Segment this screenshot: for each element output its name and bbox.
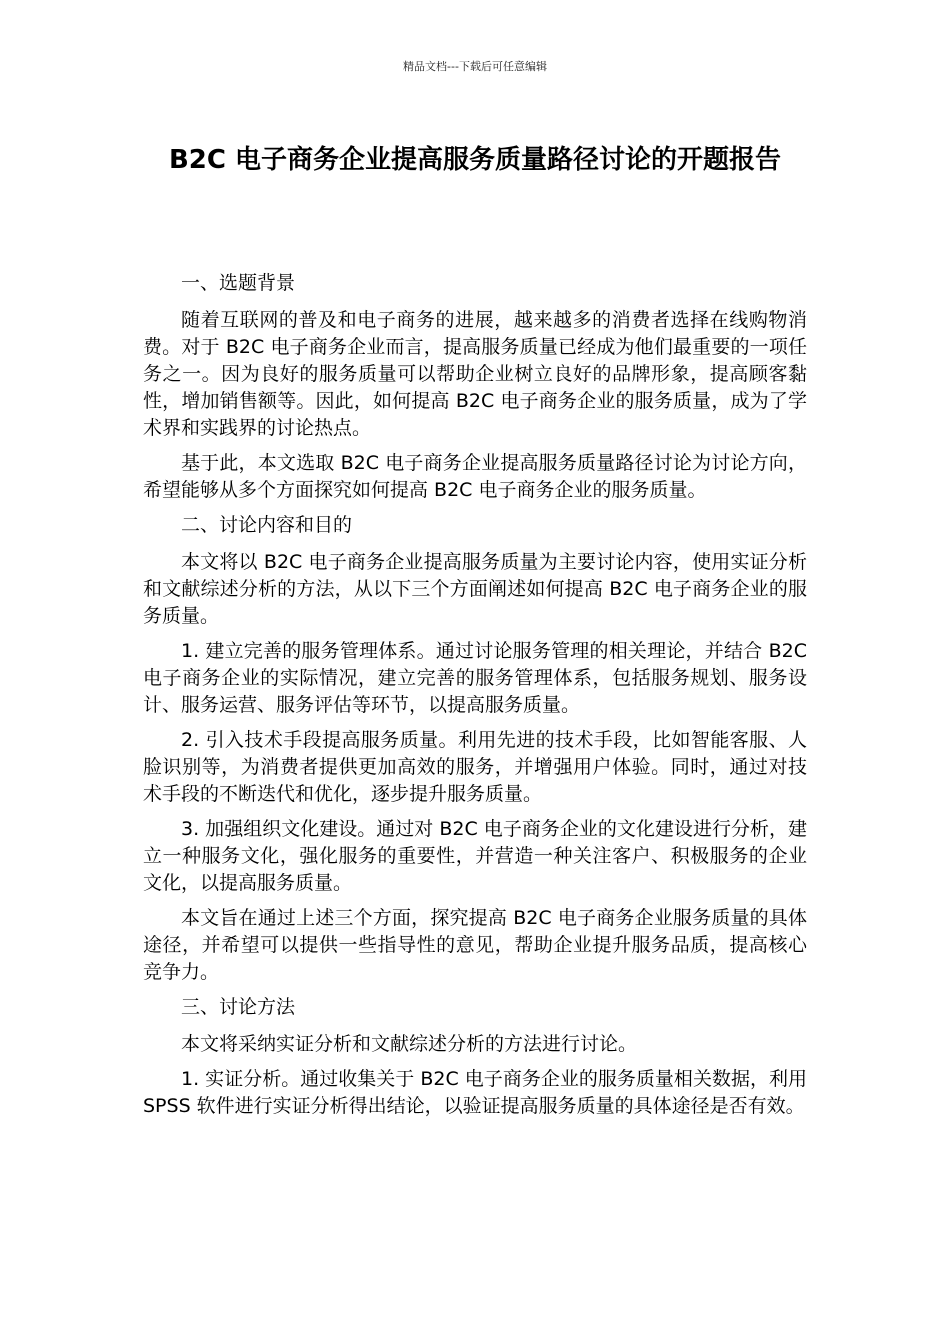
section-heading-content: 二、讨论内容和目的 <box>181 514 353 536</box>
paragraph: 随着互联网的普及和电子商务的进展，越来越多的消费者选择在线购物消费。对于 B2C 电子商务企业而言，提高服务质量已经成为他们最重要的一项任务之一。因为良好的服务质量可以帮助企业树立良好的品牌形象，提高顾客黏性，增加销售额等。因此，如何提高 B2C 电子商务企业的服务质量，成为了学术界和实践界的讨论热点。 <box>143 309 807 439</box>
list-item: 2. 引入技术手段提高服务质量。利用先进的技术手段，比如智能客服、人脸识别等，为消费者提供更加高效的服务，并增强用户体验。同时，通过对技术手段的不断迭代和优化，逐步提升服务质量。 <box>143 729 807 805</box>
document-title: B2C 电子商务企业提高服务质量路径讨论的开题报告 <box>168 145 782 175</box>
section-heading-background: 一、选题背景 <box>181 272 296 294</box>
paragraph: 基于此，本文选取 B2C 电子商务企业提高服务质量路径讨论为讨论方向，希望能够从多个方面探究如何提高 B2C 电子商务企业的服务质量。 <box>143 452 807 501</box>
page-header: 精品文档---下载后可任意编辑 <box>403 60 547 73</box>
list-item: 1. 建立完善的服务管理体系。通过讨论服务管理的相关理论，并结合 B2C 电子商务企业的实际情况，建立完善的服务管理体系，包括服务规划、服务设计、服务运营、服务评估等环节，以提高服务质量。 <box>143 640 807 716</box>
paragraph: 本文将以 B2C 电子商务企业提高服务质量为主要讨论内容，使用实证分析和文献综述分析的方法，从以下三个方面阐述如何提高 B2C 电子商务企业的服务质量。 <box>143 551 807 627</box>
paragraph: 本文旨在通过上述三个方面，探究提高 B2C 电子商务企业服务质量的具体途径，并希望可以提供一些指导性的意见，帮助企业提升服务品质，提高核心竞争力。 <box>143 907 807 983</box>
list-item: 3. 加强组织文化建设。通过对 B2C 电子商务企业的文化建设进行分析，建立一种服务文化，强化服务的重要性，并营造一种关注客户、积极服务的企业文化，以提高服务质量。 <box>143 818 807 894</box>
list-item: 1. 实证分析。通过收集关于 B2C 电子商务企业的服务质量相关数据，利用 SPSS 软件进行实证分析得出结论，以验证提高服务质量的具体途径是否有效。 <box>143 1068 807 1117</box>
paragraph: 本文将采纳实证分析和文献综述分析的方法进行讨论。 <box>181 1033 638 1055</box>
section-heading-method: 三、讨论方法 <box>181 996 296 1018</box>
document-body <box>143 270 807 1128</box>
